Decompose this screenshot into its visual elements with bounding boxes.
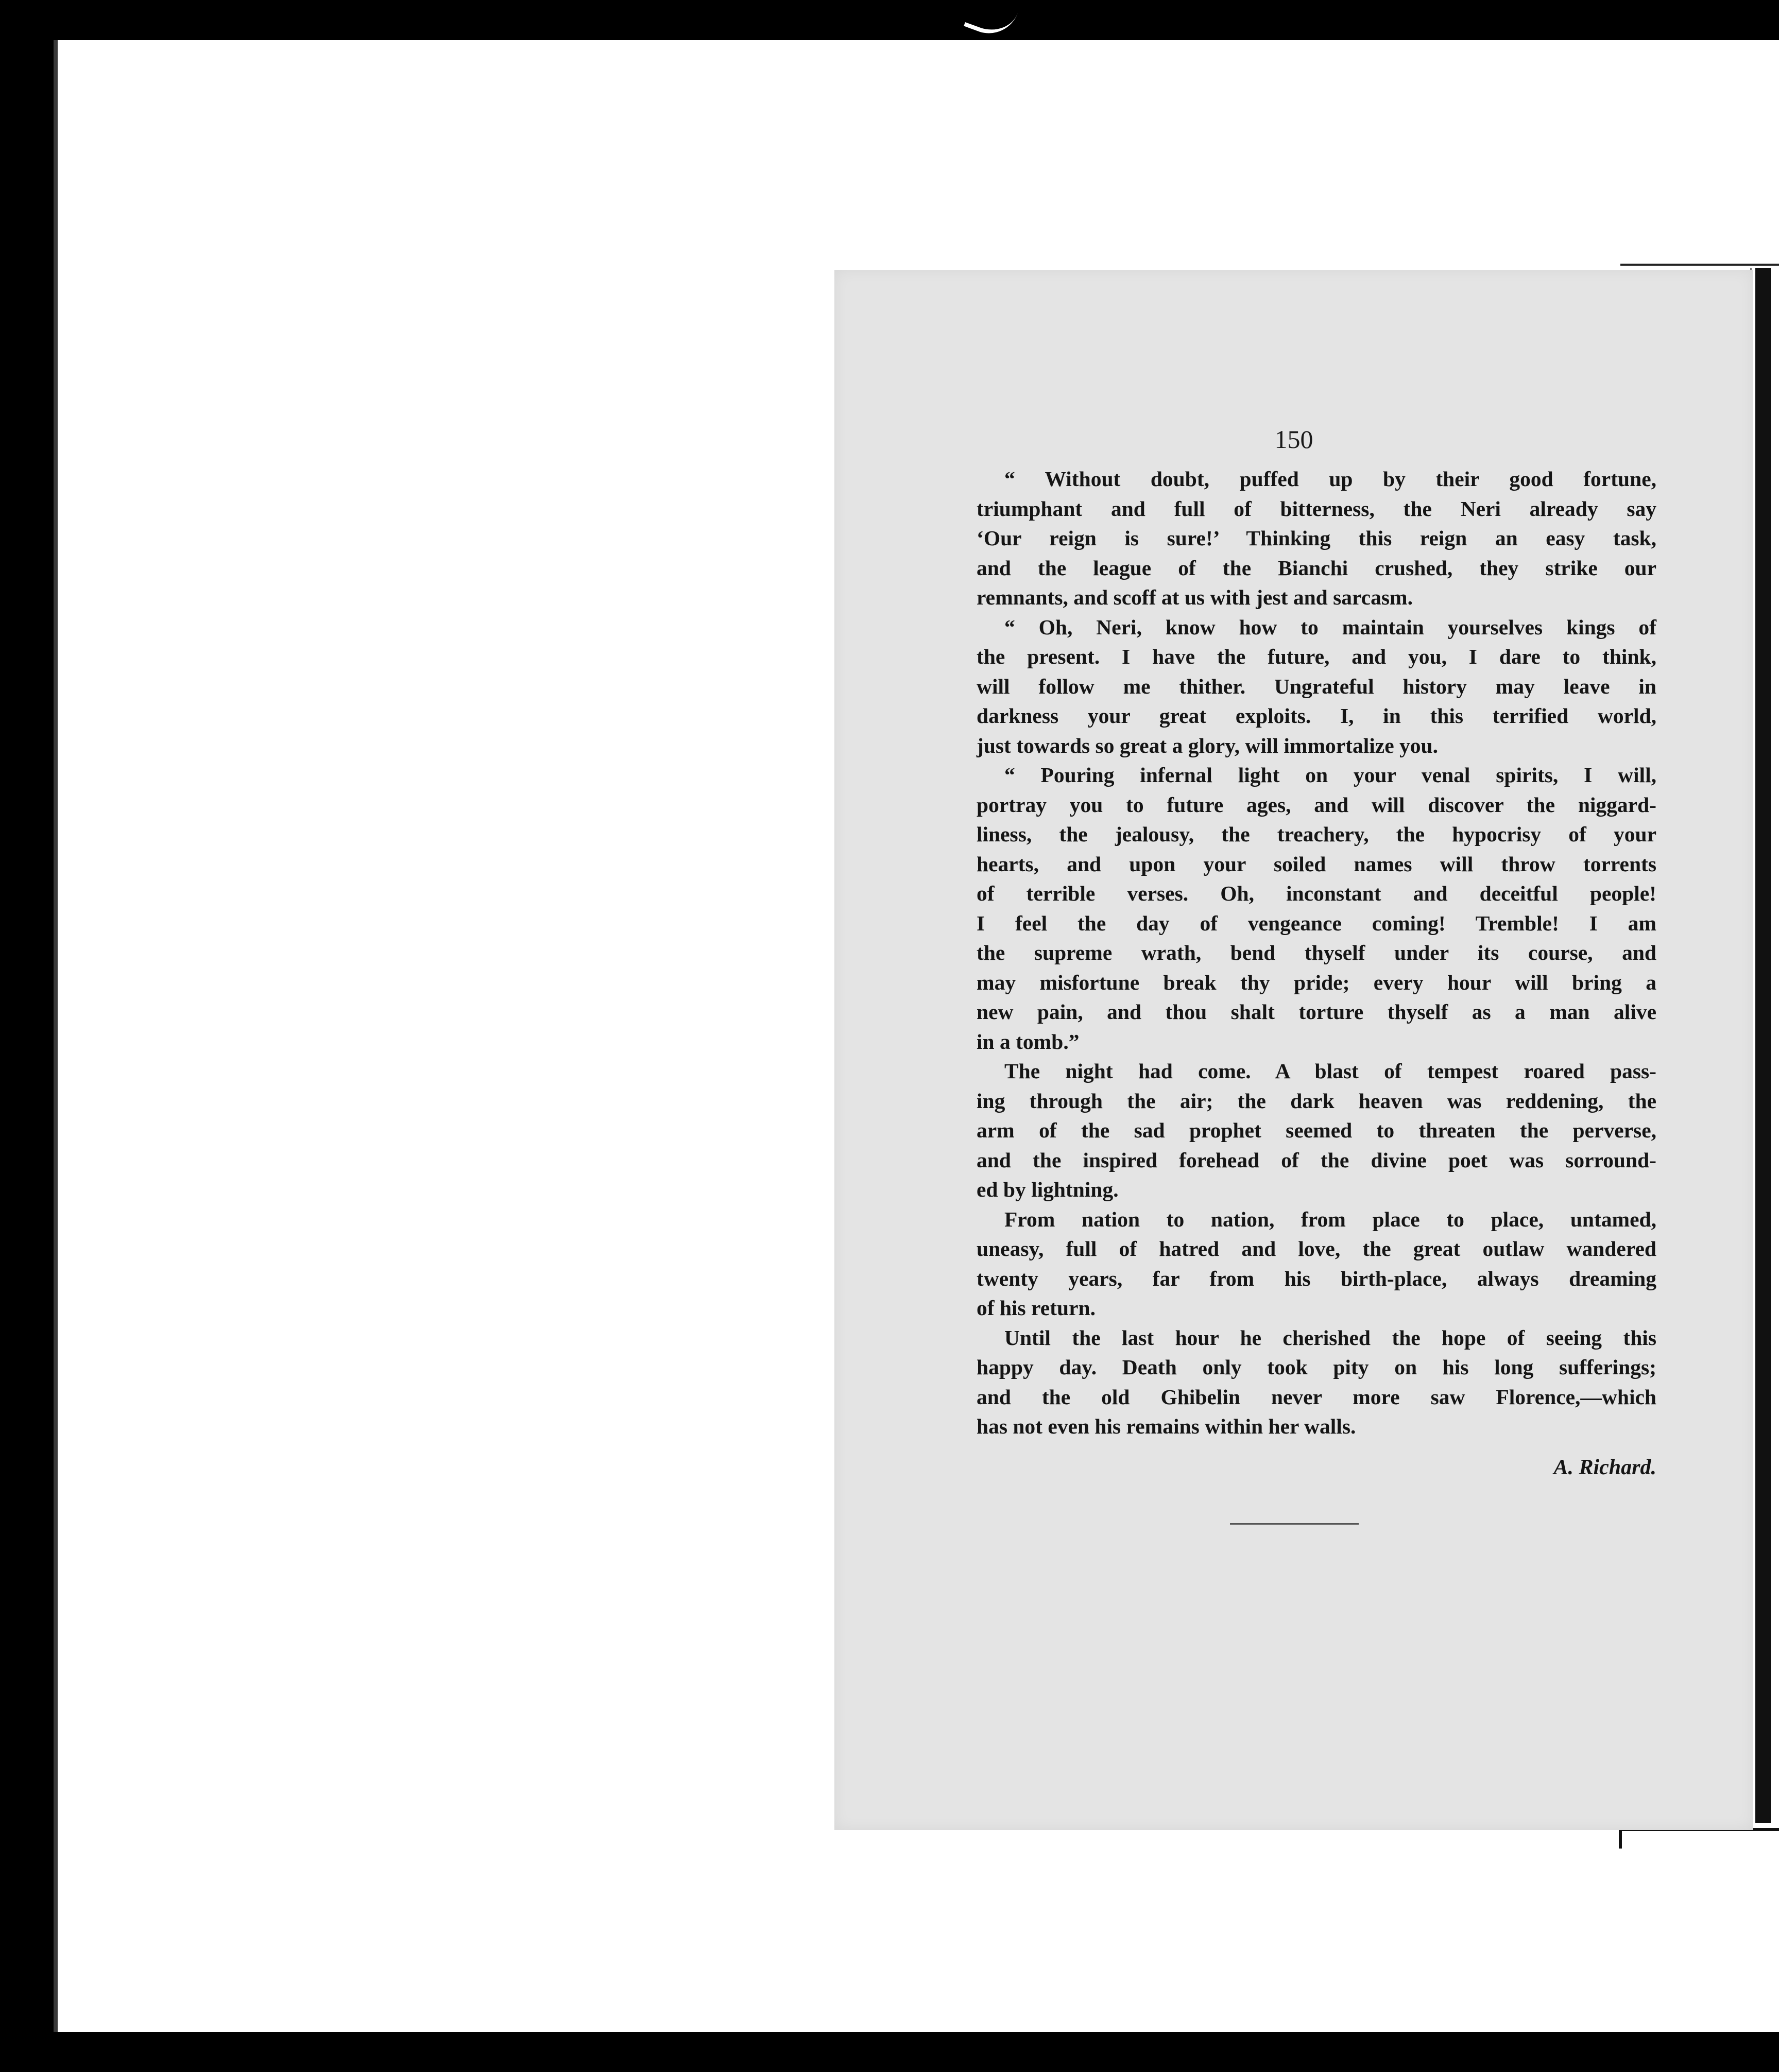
text-line: I feel the day of vengeance coming! Tremble! I am [977,911,1656,935]
book-page [834,270,1753,1830]
text-line: The night had come. A blast of tempest roared pass- [1004,1059,1656,1083]
paragraph [977,761,1656,1057]
text-line: will follow me thither. Ungrateful history may leave in [977,674,1656,698]
text-line: and the inspired forehead of the divine poet was sorround- [977,1148,1656,1172]
text-line: liness, the jealousy, the treachery, the hypocrisy of your [977,822,1656,846]
facing-page-edge [1755,268,1771,1823]
text-line: “ Without doubt, puffed up by their good fortune, [1004,467,1656,491]
paragraph [977,613,1656,761]
text-line: has not even his remains within her walls. [977,1414,1356,1438]
closing-rule [1230,1523,1359,1525]
text-line: happy day. Death only took pity on his long sufferings; [977,1355,1656,1379]
scan-border-top [0,0,1779,40]
text-line: twenty years, far from his birth-place, always dreaming [977,1266,1656,1290]
text-line: the present. I have the future, and you, I dare to think, [977,645,1656,668]
text-line: of terrible verses. Oh, inconstant and deceitful people! [977,882,1656,905]
text-line: and the old Ghibelin never more saw Florence,—which [977,1385,1656,1409]
paragraph [977,1057,1656,1205]
scan-border-left [0,0,54,2072]
text-line: uneasy, full of hatred and love, the great outlaw wandered [977,1237,1656,1261]
text-line: darkness your great exploits. I, in this terrified world, [977,704,1656,728]
paragraph [977,1205,1656,1323]
text-line: portray you to future ages, and will discover the niggard- [977,792,1656,817]
text-line: remnants, and scoff at us with jest and sarcasm. [977,585,1413,609]
scan-border-left-edge [54,40,58,2032]
text-line: new pain, and thou shalt torture thyself as a man alive [977,1000,1656,1024]
paragraph [977,464,1656,613]
body-text [977,464,1656,1482]
page-number: 150 [1274,425,1313,454]
text-line: Until the last hour he cherished the hope of seeing this [1004,1325,1656,1350]
text-line: of his return. [977,1296,1096,1320]
text-line: ‘Our reign is sure!’ Thinking this reign an easy task, [977,526,1656,550]
text-line: hearts, and upon your soiled names will throw torrents [977,852,1656,876]
scan-border-bottom [0,2032,1779,2072]
text-line: in a tomb.” [977,1029,1080,1054]
facing-page-edge-tick [1619,1828,1622,1849]
paragraph [977,1323,1656,1442]
text-line: the supreme wrath, bend thyself under its course, and [977,941,1656,964]
text-line: triumphant and full of bitterness, the Neri already say [977,496,1656,521]
text-line: and the league of the Bianchi crushed, they strike our [977,556,1656,580]
text-line: ing through the air; the dark heaven was reddening, the [977,1089,1656,1113]
text-line: “ Oh, Neri, know how to maintain yourselves kings of [1004,615,1656,639]
author-signature: A. Richard. [1553,1455,1656,1479]
text-line: ed by lightning. [977,1178,1119,1201]
facing-page-edge-top [1620,264,1779,266]
paragraph-list [977,464,1656,1442]
text-line: may misfortune break thy pride; every hour will bring a [977,970,1656,994]
text-line: arm of the sad prophet seemed to threaten the perverse, [977,1118,1656,1142]
text-line: From nation to nation, from place to place, untamed, [1004,1207,1656,1231]
text-line: just towards so great a glory, will immortalize you. [977,733,1438,757]
text-line: “ Pouring infernal light on your venal spirits, I will, [1004,763,1656,787]
